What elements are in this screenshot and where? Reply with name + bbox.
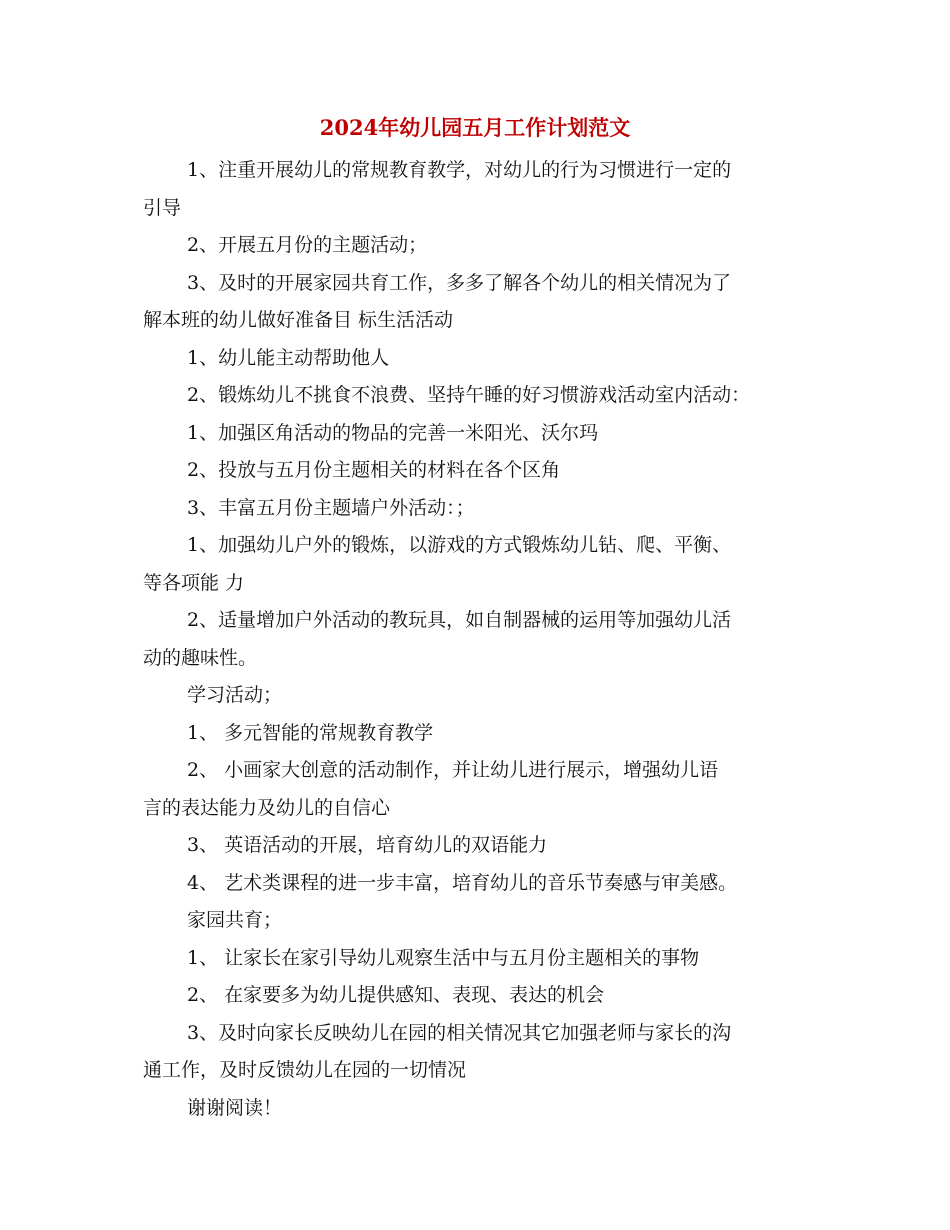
text-line: 解本班的幼儿做好准备目 标生活活动 [143, 309, 454, 331]
text-line: 等各项能 力 [143, 571, 245, 594]
text-line: 动的趣味性。 [143, 646, 258, 669]
text-line: 家园共育； [187, 909, 283, 931]
document-body [143, 152, 815, 1127]
text-line: 1、幼儿能主动帮助他人 [187, 346, 390, 369]
text-line: 4、 艺术类课程的进一步丰富，培育幼儿的音乐节奏感与审美感。 [187, 871, 738, 894]
text-line: 1、加强幼儿户外的锻炼，以游戏的方式锻炼幼儿钻、爬、平衡、 [187, 534, 732, 556]
text-line: 3、 英语活动的开展，培育幼儿的双语能力 [187, 834, 548, 856]
text-line: 1、加强区角活动的物品的完善一米阳光、沃尔玛 [187, 421, 599, 444]
text-line: 3、丰富五月份主题墙户外活动：； [187, 496, 475, 519]
text-line: 通工作，及时反馈幼儿在园的一切情况 [143, 1059, 467, 1081]
text-line: 1、 让家长在家引导幼儿观察生活中与五月份主题相关的事物 [187, 946, 700, 969]
text-line: 2、 小画家大创意的活动制作，并让幼儿进行展示，增强幼儿语 [187, 759, 719, 781]
text-line: 3、及时的开展家园共育工作，多多了解各个幼儿的相关情况为了 [187, 271, 732, 294]
text-line: 言的表达能力及幼儿的自信心 [143, 796, 391, 819]
text-line: 学习活动； [187, 684, 283, 706]
text-line: 2、锻炼幼儿不挑食不浪费、坚持午睡的好习惯游戏活动室内活动： [187, 384, 751, 406]
text-line: 2、开展五月份的主题活动； [187, 234, 428, 256]
text-line: 1、 多元智能的常规教育教学 [187, 721, 434, 744]
text-line: 引导 [143, 196, 182, 219]
text-line: 谢谢阅读！ [187, 1096, 283, 1119]
text-line: 2、 在家要多为幼儿提供感知、表现、表达的机会 [187, 984, 605, 1006]
text-line: 1、注重开展幼儿的常规教育教学，对幼儿的行为习惯进行一定的 [187, 159, 732, 181]
text-line: 2、投放与五月份主题相关的材料在各个区角 [187, 459, 561, 481]
document-title: 2024年幼儿园五月工作计划范文 [319, 115, 631, 140]
text-line: 3、及时向家长反映幼儿在园的相关情况其它加强老师与家长的沟 [187, 1021, 732, 1044]
text-line: 2、适量增加户外活动的教玩具，如自制器械的运用等加强幼儿活 [187, 609, 732, 631]
